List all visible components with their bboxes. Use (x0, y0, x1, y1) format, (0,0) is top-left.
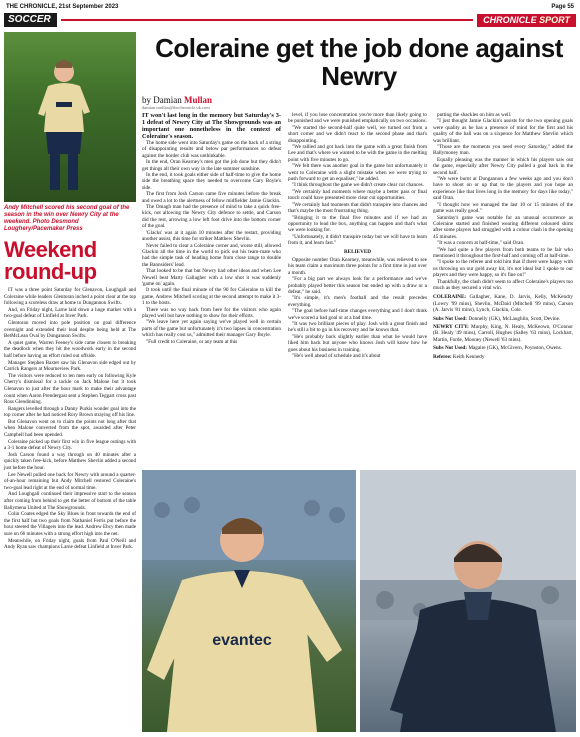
article-column-2 (288, 112, 427, 359)
article-paragraph: "Those are the moments you need every Saturday," added the Ballymoney man. (433, 144, 573, 157)
article-paragraph: That looked to be that but Newry had other ideas and when Lee Newell beat Marty Gallagher with a low shot it was suddenly 'game on' again. (142, 268, 281, 287)
relieved-subheading: RELIEVED (343, 248, 372, 255)
article-paragraph: The Omagh man had the presence of mind to take a quick free-kick, not allowing the Newry City defence to settle, and Carson did the rest, arrowing a low left foot drive into the bottom corner of the goal. (142, 204, 281, 230)
left-column (4, 32, 136, 732)
team-text: Gallagher, Kane, D. Jarvis, Kelly, McKendry (Lowry '99 mins), Shevlin, McDaid (Mitchell '99 mins), Carson (A. Jarvis '81 mins), Lynch, Glackin, Cole. (433, 294, 573, 314)
author-email: damian.mullan@thechronicle.uk.com (142, 105, 210, 110)
roundup-paragraph: A quiet game, Warren Feeney's side came closest to breaking the deadlock when they hit the woodwork early in the second half before having an effort ruled out offside. (4, 339, 136, 359)
article-headline: Coleraine get the job done against Newry (155, 33, 563, 91)
article-paragraph: "Bringing it to the final five minutes and if we had an opportunity to lead the box, anything can happen and that's what we were looking for. (288, 214, 427, 234)
roundup-paragraph: But Glenavon went on to claim the points not long after that when Malone converted from the spot, awarded after Peter Campbell had been upended. (4, 418, 136, 439)
article-paragraph: "We felt there was another goal in the game but unfortunately it went to Coleraine with a slight mistake when we were trying to push forward to get an equaliser," he added. (288, 163, 427, 183)
page-number: Page 55 (551, 4, 574, 10)
article-lead: IT won't last long in the memory but Saturday's 3-1 defeat of Newry City at The Showgrounds was an important one nonetheless in the context of Coleraine's season. (142, 112, 281, 140)
team-label: NEWRY CITY: (433, 324, 469, 330)
section-bar (0, 13, 580, 27)
article-paragraph: "Unfortunately, it didn't transpire today but we will have to learn from it, and learn fast." (288, 233, 427, 247)
article-column-3 (433, 112, 573, 362)
article-paragraph: Thankfully, the clash didn't seem to affect Coleraine's players too much as they secured a vital win. (433, 278, 573, 291)
roundup-paragraph: And Loughgall continued their impressive start to the season after coming from behind to get the better of bottom of the table Ballymena United at The Showgrounds. (4, 491, 136, 511)
celebrating-player-icon (142, 470, 356, 732)
team-label: Subs Not Used: (433, 345, 468, 352)
article-paragraph: Opposite number Oran Kearney, meanwhile, was relieved to see his team claim a maximum three points for a first time in just over a month. (288, 256, 427, 276)
byline-prefix: by Damian (142, 95, 182, 105)
sport-label: SPORT (539, 14, 570, 25)
team-line (433, 345, 573, 351)
team-label: COLERAINE: (433, 294, 467, 301)
weekend-roundup-headline: Weekend round-up (4, 237, 97, 284)
team-lineups (433, 294, 573, 360)
manager-photo (360, 470, 576, 732)
byline-surname: Mullan (184, 95, 213, 105)
article-paragraph: "He's well ahead of schedule and it's about (292, 353, 381, 360)
chronicle-label: CHRONICLE (483, 14, 537, 25)
article-paragraph: "For a big part we always look for a performance and we've probably played better this season but ended up with a draw or a defeat," he said. (288, 276, 427, 295)
article-paragraph: "I spoke to the referee and told him that if there were happy with us throwing on our gold away kit, it's not ideal but I spoke to our players and they were happy, so it's fine on!" (433, 259, 573, 279)
player-figure-icon (34, 54, 94, 194)
team-text: Donnelly (GK), McLaughlin, Scott, Devine. (468, 315, 561, 322)
roundup-paragraph: IT was a three point Saturday for Glenavon, Loughgall and Coleraine while leaders Glentoran inched a point clear at the top following a scoreless draw at home to Dungannon Swifts. (4, 287, 136, 307)
article-paragraph: In the end, Oran Kearney's men got the job done but they didn't get things all their own way in the late summer sunshine. (142, 159, 281, 172)
article-paragraph: "Full credit to Coleraine, or any team at this (146, 338, 238, 345)
team-text: Keith Kennedy (452, 353, 485, 360)
team-line (433, 294, 573, 313)
section-soccer-label: SOCCER (4, 13, 57, 27)
roundup-paragraph: Coleraine picked up their first win in five league outings with a 3-1 home defeat of Newry City. (4, 438, 136, 452)
article-paragraph: "It's simple, it's men's football and the result precedes everything. (288, 295, 427, 308)
mitchell-photo (4, 32, 136, 202)
team-text: Magaire (GK), McGivern, Poynston, Owens. (468, 345, 562, 352)
article-paragraph: "I think throughout the game we didn't create clear cut chances. (292, 182, 424, 189)
photo-caption: Andy Mitchell scored his second goal of the season in the win over Newry City at the weekend. Photo Desmond Loughery/Pacemaker Press (4, 205, 130, 232)
page-header (6, 2, 574, 12)
article-column-1 (142, 112, 281, 345)
article-paragraph: "We leave here yet again saying we've played well in certain parts of the game but unfortunately it's two lapses in concentration which has really cost us," admitted their manager Gary Boyle. (142, 319, 281, 339)
article-paragraph: There was no way back from here for the visitors who again played well but have nothing to show for their efforts. (142, 306, 281, 319)
shirt-sponsor: evantec (212, 632, 272, 649)
article-paragraph: It took until the final minute of the 90 for Coleraine to kill the game, Andrew Mitchell scoring at the second attempt to make it 3-1 to the hosts. (142, 287, 281, 307)
article-paragraph: "We certainly had moments where maybe a better pass or final touch could have presented more clear cut opportunities. (288, 188, 427, 202)
article-paragraph: "We certainly had moments that didn't transpire into chances and that's maybe the most frustrating thing. (288, 201, 427, 215)
article-paragraph: Equally pleasing was the manner in which his players saw out the game, especially after Newry City pulled a goal back in the second half. (433, 156, 573, 176)
article-paragraph: Saturday's game was notable for an unusual occurrence as Coleraine started and finished wearing different coloured shirts after some players had struggled with a colour clash in the opening 45 minutes. (433, 214, 573, 240)
roundup-paragraph: And, on Friday night, Larne laid down a huge marker with a two-goal defeat of Linfield at Inver Park. (4, 306, 136, 320)
article-paragraph: "It was a concern at half-time," said Oran. (437, 240, 525, 247)
team-line (433, 324, 573, 343)
article-paragraph: "We had quite a few players from both teams to be fair who mentioned it throughout the first-half and coming off at half-time. (433, 246, 573, 259)
article-paragraph: "The goal before half-time changes everything and I don't think we've scored a bad goal or at a bad time. (288, 308, 427, 321)
team-line (433, 316, 573, 322)
team-label: Referee: (433, 353, 452, 360)
article-paragraph: "We started the second-half quite well, we turned out from a short corner and we didn't react to the second phase and that's disappointing. (288, 124, 427, 144)
team-text: Murphy, King, N. Healy, McKeown, O'Connor (B. Healy '49 mins), Carroll, Hughes (Salley '63 mins), Lockhart, Martin, Forde, Mooney (Newell '63 mins). (433, 324, 573, 343)
article-paragraph: The home side went into Saturday's game on the back of a string of disappointing results and below par performances so defeat against the border club was unthinkable. (142, 140, 281, 159)
byline (142, 95, 282, 110)
article-paragraph: "We rallied and got back into the game with a great finish from Lee and that's where we wanted to be with the game in the melting point with five minutes to go. (288, 144, 427, 163)
roundup-paragraph: The visitors were reduced to ten men early on following Kyle Cherry's dismissal for a tackle on Jack Malone but it took Glenavon to just after the hour mark to make their advantage count when Aaron Prendergast sent a Stephen Teggart cross past Ross Glendinning. (4, 372, 136, 406)
chronicle-sport-label (477, 14, 576, 27)
roundup-paragraph: Josh Carson found a way through on 40 minutes after a quickly taken free-kick, before Matthew Shevlin added a second just before the hour. (4, 451, 136, 472)
roundup-paragraph: Meanwhile, on Friday night, goals from Paul O'Neill and Andy Ryan saw champions Larne defeat Linfield at Inver Park. (4, 537, 136, 551)
team-line (433, 354, 573, 360)
article-paragraph: "It was two brilliant pieces of play. Josh with a great finish and he's still a bit to go in his recovery and he knows that. (288, 321, 427, 334)
article-paragraph: "He's probably back slightly earlier than what he would have liked him back but anyone who knows Josh will know how he goes about his business in training. (288, 333, 427, 353)
carson-celebration-photo (142, 470, 356, 732)
article-paragraph: "I thought how we managed the last 10 or 15 minutes of the game was really good." (433, 201, 573, 215)
team-label: Subs Not Used: (433, 315, 468, 322)
article-paragraph: In the end, it took goals either side of half-time to give the home side the breathing space they needed to overcome Gary Boyle's side. (142, 172, 281, 191)
roundup-text (4, 287, 136, 551)
manager-figure-icon (360, 470, 576, 732)
article-paragraph: 'Glacks' was at it again 10 minutes after the restart, providing another assist, this time for striker Matthew Shevlin. (142, 229, 281, 243)
article-paragraph: "We were burnt at Dungannon a few weeks ago and you don't have to shoot on or up that to the players and you hope an experience like that lives long in the memory for days like today," said Oran. (433, 176, 573, 202)
roundup-paragraph: Manager Stephen Baxter saw his Glenavon side edged out by Carrick Rangers at Mourneview Park. (4, 359, 136, 373)
roundup-paragraph: Glentoran moved into pole position on goal difference overnight and extended their lead despite being held at The BetMcLean Oval by Dungannon Swifts. (4, 319, 136, 340)
article-paragraph: The first from Josh Carson came five minutes before the break and owed a lot to the alertness of fellow midfielder Jamie Glackin. (142, 191, 281, 204)
roundup-paragraph: Rangers levelled through a Danny Purkis wonder goal into the top corner after he had noticed Rory Brown straying off his line. (4, 405, 136, 419)
byline-author (142, 95, 282, 105)
article-paragraph: putting the shackles on him as well. (437, 112, 512, 118)
article-paragraph: Never failed to clear a Coleraine corner and, worse still, allowed Glackin all the time in the world to pick out his team-mate who had the simple task of heading home from close range to double the Bannsiders' lead. (142, 242, 281, 268)
section-divider (61, 19, 473, 21)
article-paragraph: "I just thought Jamie Glackin's assists for the two opening goals were quality as he has a presence of mind for the first and his quality of the ball was on a sixpence for Matthew Shevlin which was brilliant. (433, 118, 573, 144)
article-paragraph: level, if you lose concentration you're more than likely going to be punished and we were punished emphatically on two occasions. (288, 112, 427, 125)
publication-date: THE CHRONICLE, 21st September 2023 (6, 4, 119, 10)
roundup-paragraph: Lee Newell pulled one back for Newry with around a quarter-of-an-hour remaining but Andy Mitchell restored Coleraine's two-goal lead right at the end of normal time. (4, 471, 136, 491)
roundup-paragraph: Colin Coates edged the Sky Blues in front towards the end of the first half but two goals from Nathaniel Ferris put before the hour steered the Villagers into the lead. Andrew Ebcy then made sure on 66 minutes with a strong effort high into the net. (4, 511, 136, 537)
